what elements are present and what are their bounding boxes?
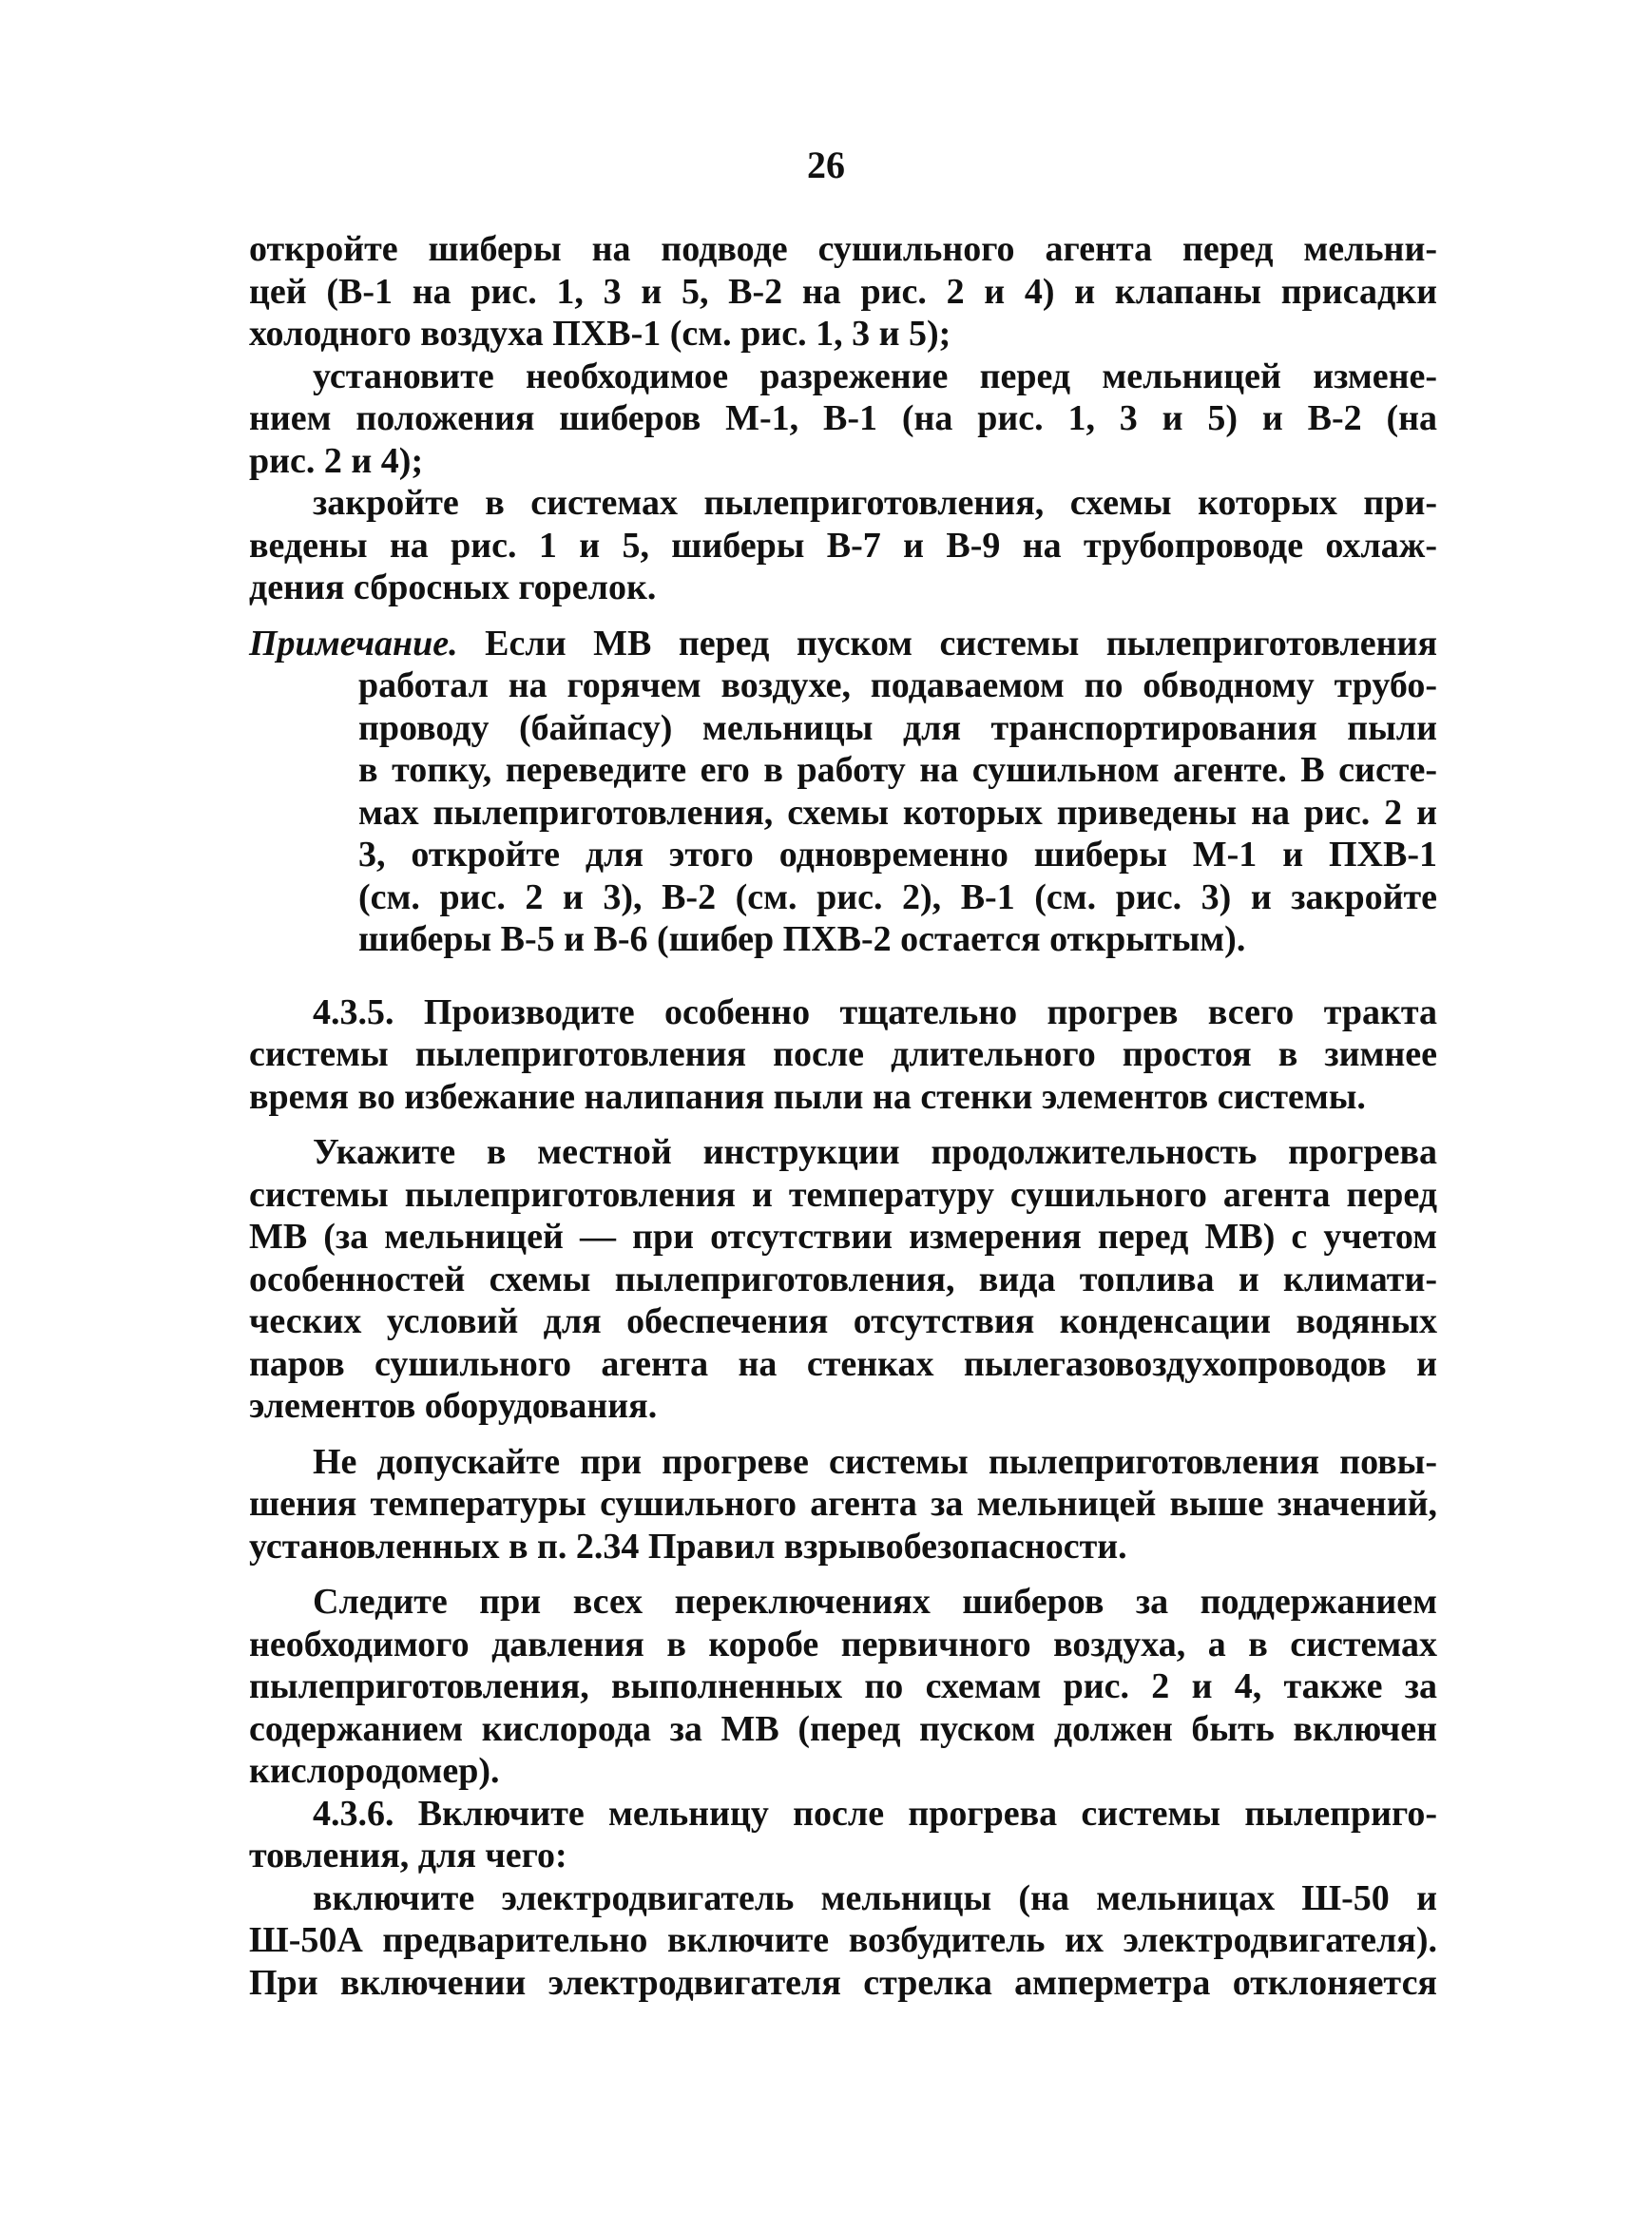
text-line: пылеприготовления, выполненных по схемам рис. 2 и 4, также за bbox=[249, 1666, 1437, 1706]
text-line: дения сбросных горелок. bbox=[249, 567, 657, 607]
text-line: товления, для чего: bbox=[249, 1836, 567, 1875]
text-line: элементов оборудования. bbox=[249, 1386, 658, 1426]
text-line: шения температуры сушильного агента за мельницей выше значений, bbox=[249, 1484, 1437, 1524]
text-line: содержанием кислорода за МВ (перед пуском должен быть включен bbox=[249, 1708, 1437, 1749]
text-line: работал на горячем воздухе, подаваемом по обводному трубо- bbox=[358, 665, 1437, 705]
text-line: системы пылеприготовления после длительного простоя в зимнее bbox=[249, 1034, 1437, 1074]
text-line: ческих условий для обеспечения отсутствия конденсации водяных bbox=[249, 1301, 1437, 1341]
text-line: ведены на рис. 1 и 5, шиберы В-7 и В-9 на трубопроводе охлаж- bbox=[249, 525, 1437, 566]
text-line: время во избежание налипания пыли на стенки элементов системы. bbox=[249, 1076, 1366, 1117]
text-line: Следите при всех переключениях шиберов за поддержанием bbox=[313, 1582, 1437, 1622]
text-line: установите необходимое разрежение перед мельницей измене- bbox=[313, 356, 1437, 396]
text-line: Ш-50А предварительно включите возбудитель их электродвигателя). bbox=[249, 1920, 1437, 1960]
note-label: Примечание. bbox=[249, 623, 458, 664]
text-line: цей (В-1 на рис. 1, 3 и 5, В-2 на рис. 2 и 4) и клапаны присадки bbox=[249, 271, 1437, 312]
note-text: Если МВ перед пуском системы пылеприготовления bbox=[485, 623, 1438, 664]
text-line: включите электродвигатель мельницы (на мельницах Ш-50 и bbox=[313, 1877, 1437, 1918]
text-line: Укажите в местной инструкции продолжительность прогрева bbox=[313, 1132, 1437, 1172]
text-line: установленных в п. 2.34 Правил взрывобезопасности. bbox=[249, 1526, 1127, 1567]
text-line: закройте в системах пылеприготовления, схемы которых при- bbox=[313, 483, 1437, 523]
text-line: Не допускайте при прогреве системы пылеприготовления повы- bbox=[313, 1441, 1437, 1482]
text-line: (см. рис. 2 и 3), В-2 (см. рис. 2), В-1 (см. рис. 3) и закройте bbox=[358, 876, 1437, 917]
text-line: необходимого давления в коробе первичного воздуха, а в системах bbox=[249, 1624, 1437, 1664]
text-line: проводу (байпасу) мельницы для транспортирования пыли bbox=[358, 707, 1437, 748]
text-line: паров сушильного агента на стенках пылегазовоздухопроводов и bbox=[249, 1343, 1437, 1384]
text-line: системы пылеприготовления и температуру сушильного агента перед bbox=[249, 1174, 1437, 1215]
text-line: холодного воздуха ПХВ-1 (см. рис. 1, 3 и 5); bbox=[249, 314, 951, 354]
page-number: 26 bbox=[807, 144, 845, 186]
text-line: в топку, переведите его в работу на сушильном агенте. В систе- bbox=[358, 750, 1437, 790]
text-line: мах пылеприготовления, схемы которых приведены на рис. 2 и bbox=[358, 792, 1437, 833]
text-line: МВ (за мельницей — при отсутствии измерения перед МВ) с учетом bbox=[249, 1217, 1437, 1257]
text-line: 3, откройте для этого одновременно шиберы М-1 и ПХВ-1 bbox=[358, 835, 1437, 875]
text-line: особенностей схемы пылеприготовления, вида топлива и климати- bbox=[249, 1259, 1437, 1299]
body-text bbox=[249, 228, 1437, 2004]
text-line: При включении электродвигателя стрелка амперметра отклоняется bbox=[249, 1962, 1437, 2003]
text-line: нием положения шиберов М-1, В-1 (на рис. 1, 3 и 5) и В-2 (на bbox=[249, 398, 1437, 438]
text-line: кислородомер). bbox=[249, 1751, 500, 1791]
text-line: откройте шиберы на подводе сушильного агента перед мельни- bbox=[249, 229, 1437, 269]
note-first-line bbox=[249, 623, 1437, 665]
text-line: 4.3.6. Включите мельницу после прогрева системы пылеприго- bbox=[313, 1793, 1437, 1834]
text-line: рис. 2 и 4); bbox=[249, 440, 424, 481]
text-line: шиберы В-5 и В-6 (шибер ПХВ-2 остается открытым). bbox=[358, 919, 1246, 959]
text-line: 4.3.5. Производите особенно тщательно прогрев всего тракта bbox=[313, 991, 1437, 1032]
